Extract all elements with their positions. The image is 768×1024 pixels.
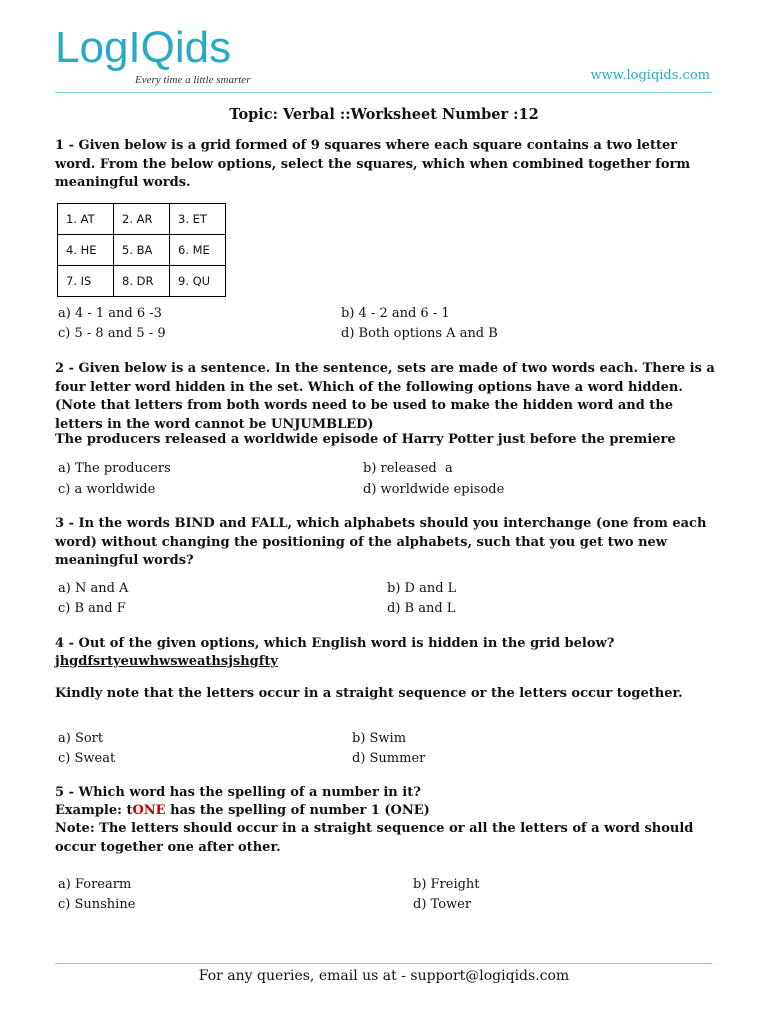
q3-option-c: c) B and F (58, 601, 126, 616)
q1-option-a: a) 4 - 1 and 6 -3 (58, 306, 162, 321)
q1-option-d: d) Both options A and B (341, 326, 498, 341)
question-5-note: Note: The letters should occur in a straight sequence or all the letters of a word should occur together one after other. (55, 821, 694, 855)
question-4-note: Kindly note that the letters occur in a straight sequence or the letters occur together. (55, 686, 683, 701)
q1-option-c: c) 5 - 8 and 5 - 9 (58, 326, 166, 341)
grid-cell: 4. HE (58, 235, 114, 266)
grid-cell: 3. ET (170, 204, 226, 235)
q4-option-d: d) Summer (352, 751, 426, 766)
grid-cell: 6. ME (170, 235, 226, 266)
q3-option-b: b) D and L (387, 581, 457, 596)
question-4: 4 - Out of the given options, which English word is hidden in the grid below? (55, 636, 615, 651)
word-grid (57, 203, 226, 297)
footer-divider (55, 963, 712, 964)
grid-cell: 8. DR (114, 266, 170, 297)
header-divider (55, 92, 712, 93)
q3-option-d: d) B and L (387, 601, 456, 616)
question-5: 5 - Which word has the spelling of a number in it? (55, 785, 421, 800)
question-2-sentence: The producers released a worldwide episode of Harry Potter just before the premiere (55, 432, 676, 447)
q5-option-a: a) Forearm (58, 877, 132, 892)
grid-cell: 5. BA (114, 235, 170, 266)
q3-option-a: a) N and A (58, 581, 129, 596)
q4-option-b: b) Swim (352, 731, 407, 746)
grid-cell: 1. AT (58, 204, 114, 235)
tagline: Every time a little smarter (135, 74, 251, 86)
q1-option-b: b) 4 - 2 and 6 - 1 (341, 306, 450, 321)
example-highlight: ONE (132, 803, 166, 818)
question-3: 3 - In the words BIND and FALL, which alphabets should you interchange (one from each word) without changing the positioning of the alphabets, such that you get two new meaningful words? (55, 516, 707, 568)
question-5-example (55, 802, 715, 821)
footer-contact: For any queries, email us at - support@logiqids.com (198, 968, 570, 984)
q2-option-c: c) a worldwide (58, 482, 156, 497)
q2-option-a: a) The producers (58, 461, 171, 476)
grid-cell: 9. QU (170, 266, 226, 297)
example-prefix: Example: t (55, 803, 133, 818)
q5-option-b: b) Freight (413, 877, 480, 892)
q5-option-c: c) Sunshine (58, 897, 136, 912)
worksheet-title: Topic: Verbal ::Worksheet Number :12 (229, 106, 539, 123)
q4-option-a: a) Sort (58, 731, 104, 746)
grid-cell: 2. AR (114, 204, 170, 235)
logo-text: LogIQids (55, 23, 232, 72)
q2-option-b: b) released a (363, 461, 453, 476)
logo (55, 23, 251, 86)
question-1: 1 - Given below is a grid formed of 9 squares where each square contains a two letter word. From the below options, select the squares, which when combined together form meaningful words. (55, 138, 691, 190)
question-4-letter-string: jhgdfsrtyeuwhwsweathsjshgfty (55, 654, 278, 669)
website-link[interactable]: www.logiqids.com (590, 68, 710, 83)
q5-option-d: d) Tower (413, 897, 472, 912)
q2-option-d: d) worldwide episode (363, 482, 505, 497)
question-2: 2 - Given below is a sentence. In the sentence, sets are made of two words each. There is a four letter word hidden in the set. Which of the following options have a word hidden. (Note that letters from both words need to be used to make the hidden word and the letters in the word cannot be UNJUMBLED) (55, 361, 715, 432)
grid-cell: 7. IS (58, 266, 114, 297)
q4-option-c: c) Sweat (58, 751, 116, 766)
example-suffix: has the spelling of number 1 (ONE) (165, 803, 430, 818)
